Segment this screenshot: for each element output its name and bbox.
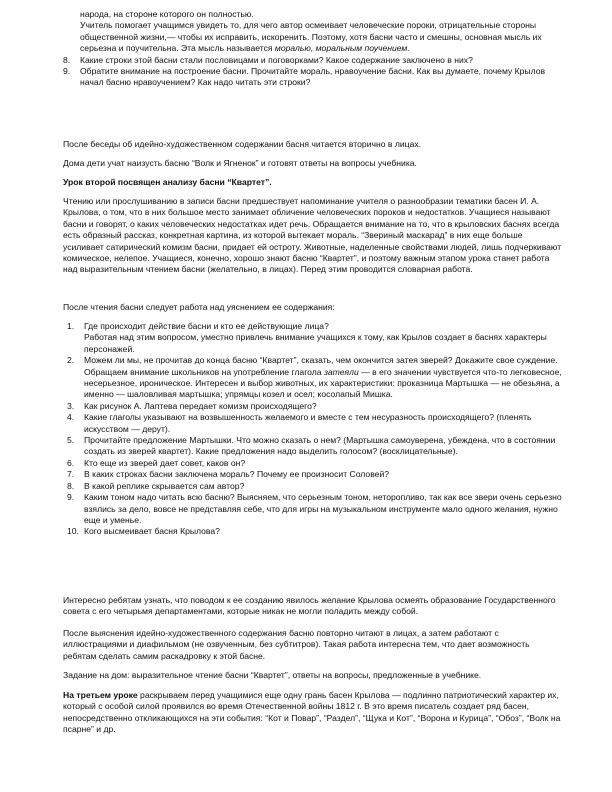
- list-item: [67, 481, 565, 492]
- list-item: [67, 526, 565, 537]
- paragraph: После чтения басни следует работа над уяснением ее содержания:: [63, 302, 335, 312]
- list-text: — в его значении чувствуется что-то легковесное, несерьезное, ироническое. Интересен и выбор животных, их характеристики: проказница Мартышка — не обезьяна, а именно — шаловливая мартышка; упрямцы козел и осел; косолапый Мишка.: [84, 366, 562, 400]
- top-continuation-block: [63, 9, 563, 89]
- paragraph: Чтению или прослушиванию в записи басни предшествует напоминание учителя о разнообразии тематики басен И. А. Крылова, о том, что в них большое место занимает обличение человеческих пороков и недостатков. Учащиеся называют басни и говорят, о каких человеческих недостатках идет речь. Обращается внимание на то, что в крыловских баснях всегда есть образный рассказ, конкретная картина, из которой вытекает мораль. “Звериный маскарад” в них еще больше усиливает сатирический комизм басни, придает ей остроту. Животные, наделенные свойствами людей, лишь подчеркивают комическое, нелепое. Учащиеся, конечно, хорошо знают басню “Квартет”, и поэтому важным этапом урока станет работа над выразительным чтением басни (желательно, в лицах). Перед этим проводится словарная работа.: [63, 196, 562, 275]
- lesson-three-lead: На третьем уроке: [63, 690, 138, 700]
- list-number: 1.: [67, 321, 75, 331]
- list-item: [67, 412, 565, 435]
- paragraph-block: [63, 302, 563, 313]
- heading-block: [63, 177, 563, 188]
- paragraph-block: [63, 628, 563, 662]
- lesson-two-heading: Урок второй посвящен анализу басни “Квартет”.: [63, 177, 272, 187]
- moral-term: моралью, моральным поучением.: [274, 43, 410, 54]
- teacher-note-text: Учитель помогает учащимся увидеть то, для чего автор осмеивает человеческие пороки, отрицательные стороны общественной жизни,— чтобы их исправить, искоренить. Поэтому, хотя басни часто и смешны, основная мысль их серьезна и поучительна. Эта мысль называется: [80, 20, 542, 54]
- paragraph-block: [63, 196, 563, 276]
- list-text: Кто еще из зверей дает совет, каков он?: [84, 457, 246, 468]
- list-text: Можем ли мы, не прочитав до конца басню “Квартет”, сказать, чем окончится затея зверей? Докажите свое суждение. Обращаем внимание школьников на употребление глагола: [84, 355, 558, 377]
- list-text: В какой реплике скрывается сам автор?: [84, 480, 245, 491]
- list-text: Какие строки этой басни стали пословицами и поговорками? Какое содержание заключено в них?: [80, 54, 473, 65]
- list-text-italic: затеяли: [323, 366, 359, 377]
- questions-list: [67, 321, 565, 538]
- list-text: Где происходит действие басни и кто ее действующие лица?: [84, 321, 329, 331]
- list-item: [67, 469, 565, 480]
- paragraph-block: [63, 158, 563, 169]
- paragraph-block: [63, 690, 563, 736]
- list-text: Прочитайте предложение Мартышки. Что можно сказать о нем? (Мартышка самоуверена, убеждена, что в состоянии создать из зверей квартет). Какие предложения надо выделить голосом? (восклицательные).: [84, 435, 556, 457]
- list-item: [67, 355, 565, 401]
- list-number: 6.: [67, 457, 75, 468]
- list-number: 3.: [67, 400, 75, 411]
- list-text: Какие глаголы указывают на возвышенность желаемого и вместе с тем несуразность происходящего? (пленять искусством — дерут).: [84, 412, 532, 434]
- list-item: [63, 55, 563, 66]
- paragraph: Задание на дом: выразительное чтение басни “Квартет”, ответы на вопросы, предложенные в учебнике.: [63, 670, 482, 680]
- list-item: [67, 492, 565, 526]
- list-item: [67, 458, 565, 469]
- continuation-line: народа, на стороне которого он полностью.: [80, 9, 254, 19]
- paragraph-block: [63, 595, 563, 618]
- list-number: 2.: [67, 355, 75, 366]
- list-text: Кого высмеивает басня Крылова?: [84, 526, 220, 537]
- list-number: 8.: [63, 54, 71, 65]
- list-number: 10.: [67, 526, 79, 537]
- paragraph-block: [63, 670, 563, 681]
- paragraph: Дома дети учат наизусть басню “Волк и Ягненок” и готовят ответы на вопросы учебника.: [63, 158, 417, 168]
- list-number: 9.: [63, 66, 71, 77]
- teacher-note-paragraph: [63, 20, 563, 54]
- list-text: Как рисунок А. Лаптева передает комизм происходящего?: [84, 400, 317, 411]
- list-number: 7.: [67, 469, 75, 480]
- paragraph: После беседы об идейно-художественном содержании басня читается вторично в лицах.: [63, 139, 422, 149]
- list-text-extra: Работая над этим вопросом, уместно привлечь внимание учащихся к тому, как Крылов создает в баснях характеры персонажей.: [84, 332, 547, 354]
- paragraph: После выяснения идейно-художественного содержания басню повторно читают в лицах, а затем работают с иллюстрациями и диафильмом (не озвученным, без субтитров). Такая работа интересна тем, что дает возможность ребятам сделать самим раскадровку к этой басне.: [63, 628, 530, 661]
- paragraph-text: раскрываем перед учащимися еще одну грань басен Крылова — подлинно патриотический характер их, который с особой силой проявился во время Отечественной войны 1812 г. В это время писатель создает ряд басен, непосредственно откликающихся на эти события: “Кот и Повар”, “Раздел”, “Щука и Кот”, “Ворона и Курица”, “Обоз”, “Волк на псарне” и др.: [63, 690, 561, 735]
- list-text: В каких строках басни заключена мораль? Почему ее произносит Соловей?: [84, 469, 390, 480]
- list-number: 5.: [67, 435, 75, 446]
- list-item: [63, 66, 563, 89]
- list-number: 8.: [67, 480, 75, 491]
- paragraph: [63, 690, 563, 736]
- list-item: [67, 321, 565, 355]
- list-number: 9.: [67, 492, 75, 503]
- list-item: [67, 435, 565, 458]
- paragraph-block: [63, 139, 563, 150]
- list-number: 4.: [67, 412, 75, 423]
- paragraph: Интересно ребятам узнать, что поводом к ее созданию явилось желание Крылова осмеять образование Государственного совета с его четырьмя департаментами, которые никак не могли поладить между собой.: [63, 595, 556, 617]
- list-item: [67, 401, 565, 412]
- list-text: Каким тоном надо читать всю басню? Выясняем, что серьезным тоном, неторопливо, так как все звери очень серьезно взялись за дело, вовсе не представляя себе, что для игры на музыкальном инструменте мало одного желания, нужно еще и уменье.: [84, 492, 562, 525]
- list-text: Обратите внимание на построение басни. Прочитайте мораль, нравоучение басни. Как вы думаете, почему Крылов начал басню нравоучением? Как надо читать эти строки?: [80, 66, 546, 88]
